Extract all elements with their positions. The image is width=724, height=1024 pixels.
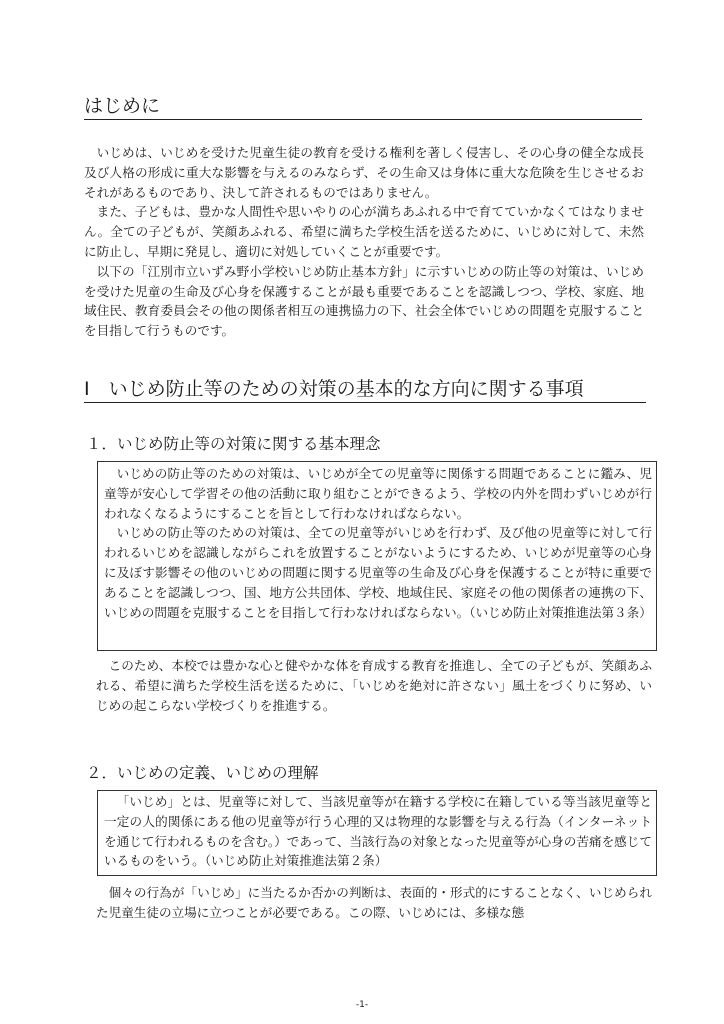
section1-heading: Ⅰ いじめ防止等のための対策の基本的な方向に関する事項 [84, 378, 646, 403]
definition-box [97, 790, 657, 876]
basic-principle-box [97, 461, 657, 651]
sub1-after-paragraph: このため、本校では豊かな心と健やかな体を育成する教育を推進し、全ての子どもが、笑顔あふれる、希望に満ちた学校生活を送るために、「いじめを絶対に許さない」風土をづくりに努め、いじめの起こらない学校づくりを推進する。 [96, 658, 652, 713]
intro-heading: はじめに [84, 95, 642, 120]
principle-paragraph-2: いじめの防止等のための対策は、全ての児童等がいじめを行わず、及び他の児童等に対して行われるいじめを認識しながらこれを放置することがないようにするため、いじめが児童等の心身に及ぼす影響その他のいじめの問題に関する児童等の生命及び心身を保護することが特に重要であることを認識しつつ、国、地方公共団体、学校、地域住民、家庭その他の関係者の連携の下、いじめの問題を克服することを目指して行わなければならない。（いじめ防止対策推進法第３条） [104, 525, 652, 620]
principle-paragraph-1: いじめの防止等のための対策は、いじめが全ての児童等に関係する問題であることに鑑み、児童等が安心して学習その他の活動に取り組むことができるよう、学校の内外を問わずいじめが行われなくなるようにすることを旨として行わなければならない。 [104, 466, 652, 521]
sub1-after-text [96, 656, 652, 715]
definition-paragraph: 「いじめ」とは、児童等に対して、当該児童等が在籍する学校に在籍している等当該児童等と一定の人的関係にある他の児童等が行う心理的又は物理的な影響を与える行為（インターネットを通じて行われるものを含む。）であって、当該行為の対象となった児童等が心身の苦痛を感じているものをいう。（いじめ防止対策推進法第２条） [104, 794, 652, 869]
intro-paragraph-2: また、子どもは、豊かな人間性や思いやりの心が満ちあふれる中で育てていかなくてはなりません。全ての子どもが、笑顔あふれる、希望に満ちた学校生活を送るために、いじめに対して、未然に防止し、早期に発見し、適切に対処していくことが重要です。 [84, 204, 645, 259]
intro-paragraph-3: 以下の「江別市立いずみ野小学校いじめ防止基本方針」に示すいじめの防止等の対策は、いじめを受けた児童の生命及び心身を保護することが最も重要であることを認識しつつ、学校、家庭、地域住民、教育委員会その他の関係者相互の連携協力の下、社会全体でいじめの問題を克服することを目指して行うものです。 [84, 263, 645, 339]
section1-sub2-heading: ２．いじめの定義、いじめの理解 [86, 764, 319, 782]
intro-paragraph-1: いじめは、いじめを受けた児童生徒の教育を受ける権利を著しく侵害し、その心身の健全な成長及び人格の形成に重大な影響を与えるのみならず、その生命又は身体に重大な危険を生じさせるおそれがあるものであり、決して許されるものではありません。 [84, 145, 644, 200]
sub2-after-paragraph: 個々の行為が「いじめ」に当たるか否かの判断は、表面的・形式的にすることなく、いじめられた児童生徒の立場に立つことが必要である。この際、いじめには、多様な態 [96, 885, 652, 920]
page-number: -1- [355, 1000, 369, 1010]
section1-sub1-heading: １．いじめ防止等の対策に関する基本理念 [86, 435, 381, 453]
intro-body [84, 143, 644, 341]
sub2-after-text [96, 883, 652, 923]
